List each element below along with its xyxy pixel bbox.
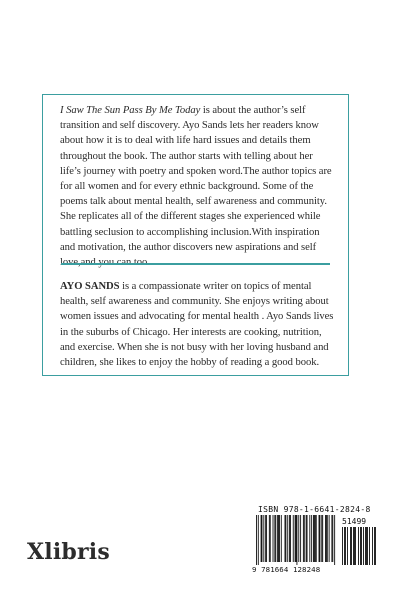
- isbn-label: ISBN 978-1-6641-2824-8: [258, 505, 371, 514]
- publisher-logo: Xlibris: [27, 539, 110, 565]
- barcode-image: [254, 515, 378, 567]
- barcode-digits: 9 781664 128248: [252, 565, 321, 574]
- book-description-text: is about the author’s self transition and self discovery. Ayo Sands lets her readers know about how it is to deal with life hard issues and details them throughout the book. The author starts with telling about her life’s journey with poetry and spoken word.The author topics are for all women and for every ethnic background. Some of the poems talk about mental health, self awareness and community. She replicates all of the different stages she experienced while battling seclusion to accomplishing inclusion.With inspiration and motivation, the author discovers new aspirations and self: [60, 105, 332, 253]
- author-bio: [60, 279, 336, 370]
- price-addon-digits: 51499: [342, 517, 367, 526]
- author-name: AYO SANDS: [60, 281, 120, 292]
- book-description: [60, 103, 336, 270]
- section-divider: [61, 263, 330, 265]
- book-title: I Saw The Sun Pass By Me Today: [60, 105, 201, 116]
- author-bio-text: is a compassionate writer on topics of mental health, self awareness and community. She enjoys writing about women issues and advocating for mental health . Ayo Sands lives in the suburbs of Chicago. Her interests are cooking, nutrition, and exercise. When she is not busy with her loving husband and children, she likes to enjoy the hobby of reading a good book.: [60, 281, 334, 369]
